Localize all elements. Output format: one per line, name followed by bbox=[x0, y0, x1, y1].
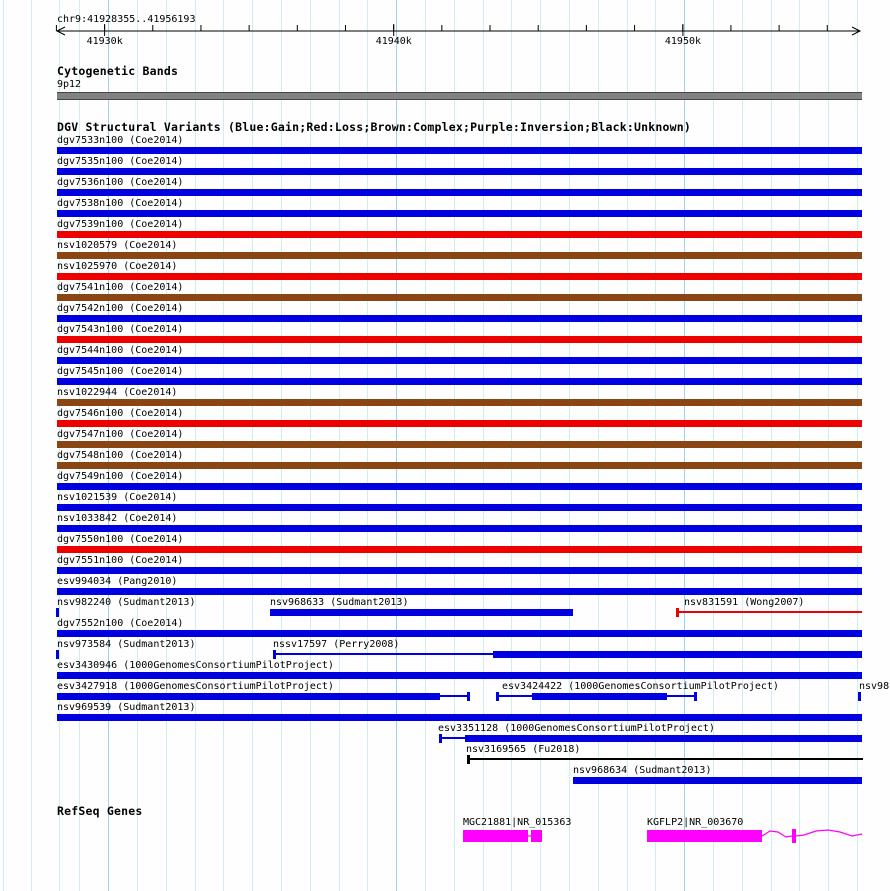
variant-bar[interactable] bbox=[57, 315, 862, 322]
gene-intron-line bbox=[762, 831, 792, 837]
variant-label[interactable]: esv994034 (Pang2010) bbox=[57, 576, 178, 587]
variant-label[interactable]: nsv969539 (Sudmant2013) bbox=[57, 702, 196, 713]
variant-label[interactable]: dgv7541n100 (Coe2014) bbox=[57, 282, 184, 293]
gene-exon[interactable] bbox=[531, 830, 542, 842]
variant-label[interactable]: nsv982240 (Sudmant2013) bbox=[57, 597, 196, 608]
ruler-tick-label: 41930k bbox=[86, 36, 123, 47]
variant-label[interactable]: dgv7542n100 (Coe2014) bbox=[57, 303, 184, 314]
variant-label[interactable]: dgv7552n100 (Coe2014) bbox=[57, 618, 184, 629]
variant-bar[interactable] bbox=[493, 651, 862, 658]
section-title-dgv-variants: DGV Structural Variants (Blue:Gain;Red:Loss;Brown:Complex;Purple:Inversion;Black:Unknown) bbox=[57, 120, 691, 134]
variant-label[interactable]: nsv831591 (Wong2007) bbox=[684, 597, 805, 608]
variant-line[interactable] bbox=[468, 758, 863, 760]
variant-bar[interactable] bbox=[57, 588, 862, 595]
variant-tick[interactable] bbox=[56, 608, 59, 617]
variant-label[interactable]: dgv7547n100 (Coe2014) bbox=[57, 429, 184, 440]
variant-label[interactable]: nsv968634 (Sudmant2013) bbox=[573, 765, 712, 776]
variant-label[interactable]: dgv7538n100 (Coe2014) bbox=[57, 198, 184, 209]
variant-label[interactable]: nsv1022944 (Coe2014) bbox=[57, 387, 178, 398]
variant-label[interactable]: esv3427918 (1000GenomesConsortiumPilotProject) bbox=[57, 681, 334, 692]
cytoband-bar[interactable] bbox=[57, 92, 862, 100]
gene-exon[interactable] bbox=[463, 830, 528, 842]
gene-small-exon[interactable] bbox=[792, 829, 796, 843]
variant-bar[interactable] bbox=[57, 693, 440, 700]
ruler-tick-label: 41940k bbox=[375, 36, 412, 47]
variant-bar[interactable] bbox=[57, 420, 862, 427]
variant-bar[interactable] bbox=[57, 462, 862, 469]
variant-bar[interactable] bbox=[57, 357, 862, 364]
variant-line[interactable] bbox=[497, 695, 532, 697]
variant-line[interactable] bbox=[677, 611, 862, 613]
variant-bar[interactable] bbox=[57, 714, 862, 721]
variant-label[interactable]: dgv7536n100 (Coe2014) bbox=[57, 177, 184, 188]
variant-bar[interactable] bbox=[57, 504, 862, 511]
variant-label[interactable]: dgv7539n100 (Coe2014) bbox=[57, 219, 184, 230]
variant-bar[interactable] bbox=[57, 294, 862, 301]
variant-line[interactable] bbox=[440, 695, 468, 697]
gene-label[interactable]: MGC21881|NR_015363 bbox=[463, 817, 572, 828]
section-title-cytogenetic-bands: Cytogenetic Bands bbox=[57, 64, 179, 78]
variant-line[interactable] bbox=[440, 737, 465, 739]
variant-label[interactable]: dgv7545n100 (Coe2014) bbox=[57, 366, 184, 377]
variant-label[interactable]: nsv973584 (Sudmant2013) bbox=[57, 639, 196, 650]
variant-bar[interactable] bbox=[57, 336, 862, 343]
variant-label[interactable]: nssv17597 (Perry2008) bbox=[273, 639, 400, 650]
variant-bar[interactable] bbox=[573, 777, 862, 784]
variant-label[interactable]: dgv7549n100 (Coe2014) bbox=[57, 471, 184, 482]
variant-label[interactable]: nsv1020579 (Coe2014) bbox=[57, 240, 178, 251]
variant-tick[interactable] bbox=[56, 650, 59, 659]
variant-bar[interactable] bbox=[57, 399, 862, 406]
variant-bar[interactable] bbox=[57, 525, 862, 532]
variant-bar[interactable] bbox=[532, 693, 667, 700]
grid-line-minor bbox=[31, 0, 32, 891]
variant-bar[interactable] bbox=[57, 567, 862, 574]
section-title-refseq-genes: RefSeq Genes bbox=[57, 804, 143, 818]
variant-label[interactable]: dgv7544n100 (Coe2014) bbox=[57, 345, 184, 356]
gene-exon[interactable] bbox=[647, 830, 762, 842]
gene-label[interactable]: KGFLP2|NR_003670 bbox=[647, 817, 744, 828]
variant-label[interactable]: nsv1021539 (Coe2014) bbox=[57, 492, 178, 503]
variant-bar[interactable] bbox=[57, 168, 862, 175]
variant-label[interactable]: nsv3169565 (Fu2018) bbox=[466, 744, 581, 755]
variant-label[interactable]: dgv7535n100 (Coe2014) bbox=[57, 156, 184, 167]
variant-label[interactable]: dgv7543n100 (Coe2014) bbox=[57, 324, 184, 335]
variant-label[interactable]: esv3351128 (1000GenomesConsortiumPilotProject) bbox=[438, 723, 715, 734]
variant-bar[interactable] bbox=[57, 378, 862, 385]
variant-bar[interactable] bbox=[57, 189, 862, 196]
variant-bar[interactable] bbox=[465, 735, 862, 742]
variant-label[interactable]: esv3430946 (1000GenomesConsortiumPilotProject) bbox=[57, 660, 334, 671]
variant-label[interactable]: dgv7550n100 (Coe2014) bbox=[57, 534, 184, 545]
variant-label[interactable]: esv3424422 (1000GenomesConsortiumPilotProject) bbox=[502, 681, 779, 692]
genomic-ruler bbox=[0, 0, 890, 58]
variant-bar[interactable] bbox=[57, 273, 862, 280]
variant-bar[interactable] bbox=[57, 231, 862, 238]
variant-label[interactable]: dgv7546n100 (Coe2014) bbox=[57, 408, 184, 419]
variant-bar[interactable] bbox=[57, 147, 862, 154]
variant-line[interactable] bbox=[667, 695, 695, 697]
variant-label[interactable]: dgv7551n100 (Coe2014) bbox=[57, 555, 184, 566]
cytoband-label: 9p12 bbox=[57, 79, 82, 90]
variant-label[interactable]: dgv7548n100 (Coe2014) bbox=[57, 450, 184, 461]
variant-bar[interactable] bbox=[57, 252, 862, 259]
variant-bar[interactable] bbox=[57, 546, 862, 553]
ruler-tick-label: 41950k bbox=[664, 36, 702, 47]
variant-tick[interactable] bbox=[858, 692, 861, 701]
variant-label[interactable]: nsv1025970 (Coe2014) bbox=[57, 261, 178, 272]
variant-bar[interactable] bbox=[57, 483, 862, 490]
variant-tick[interactable] bbox=[694, 692, 697, 701]
variant-tick[interactable] bbox=[467, 692, 470, 701]
variant-bar[interactable] bbox=[57, 672, 862, 679]
variant-bar[interactable] bbox=[57, 441, 862, 448]
grid-line-minor bbox=[3, 0, 4, 891]
variant-label[interactable]: dgv7533n100 (Coe2014) bbox=[57, 135, 184, 146]
region-coordinates: chr9:41928355..41956193 bbox=[57, 14, 196, 25]
variant-label[interactable]: nsv98 bbox=[859, 681, 890, 692]
variant-bar[interactable] bbox=[57, 210, 862, 217]
variant-bar[interactable] bbox=[270, 609, 573, 616]
variant-bar[interactable] bbox=[57, 630, 862, 637]
variant-label[interactable]: nsv968633 (Sudmant2013) bbox=[270, 597, 409, 608]
variant-line[interactable] bbox=[274, 653, 493, 655]
variant-label[interactable]: nsv1033842 (Coe2014) bbox=[57, 513, 178, 524]
